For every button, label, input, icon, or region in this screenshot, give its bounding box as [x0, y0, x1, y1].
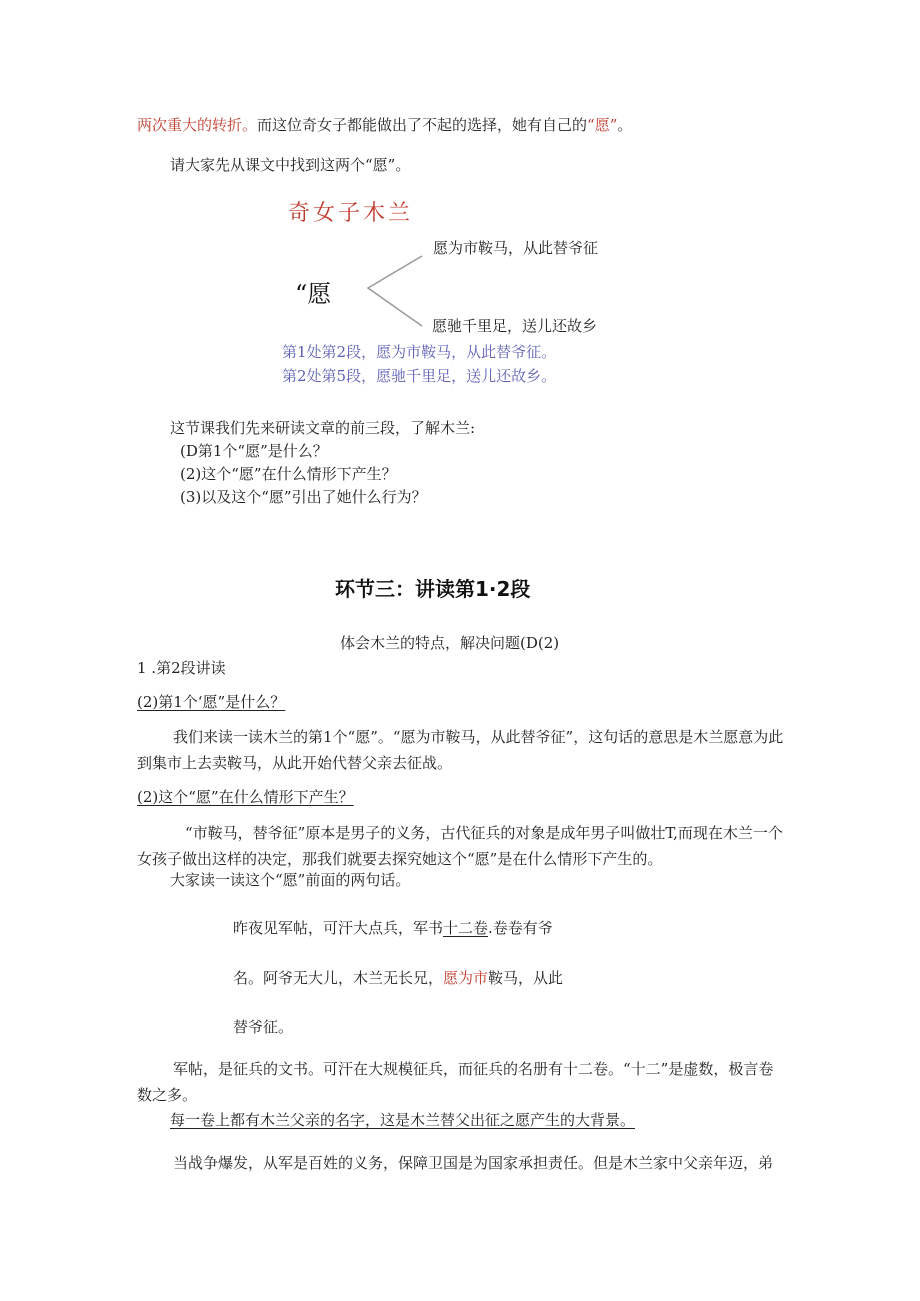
question-3: (3)以及这个“愿”引出了她什么行为？: [180, 488, 427, 506]
paragraph-6: 当战争爆发，从军是百姓的义务，保障卫国是为国家承担责任。但是木兰家中父亲年迈，弟: [173, 1154, 774, 1172]
question-2: (2)这个“愿”在什么情形下产生？: [180, 465, 397, 483]
question-a: (2)第1个‘愿”是什么？: [137, 693, 286, 711]
section-item-1: 1 .第2段讲读: [137, 659, 226, 677]
intro-line-1: [137, 115, 632, 135]
poem-line-1: [233, 918, 553, 938]
diagram-title: 奇女子木兰: [288, 201, 414, 226]
questions-lead: 这节课我们先来研读文章的前三段，了解木兰:: [170, 419, 476, 437]
question-1: (D第1个“愿”是什么？: [180, 442, 328, 460]
paragraph-3: 大家读一读这个“愿”前面的两句话。: [170, 871, 411, 889]
paragraph-1: 我们来读一读木兰的第1个“愿”。“愿为市鞍马，从此替爷征”，这句话的意思是木兰愿意为此到集市上去卖鞍马，从此开始代替父亲去征战。: [137, 728, 784, 772]
branch-lines-icon: [362, 248, 426, 328]
intro-quote: “愿”: [587, 116, 618, 134]
intro-end: 。: [617, 116, 633, 134]
section-title: 环节三：讲读第1·2段: [335, 577, 531, 601]
intro-red-text: 两次重大的转折。: [137, 116, 258, 134]
diagram-center: “愿: [295, 280, 332, 308]
intro-text: 而这位奇女子都能做出了不起的选择，她有自己的: [257, 116, 588, 134]
paragraph-2: “市鞍马，替爷征”原本是男子的义务，古代征兵的对象是成年男子叫做壮T,而现在木兰一个女孩子做出这样的决定，那我们就要去探究她这个“愿”是在什么情形下产生的。: [137, 824, 783, 868]
diagram-branch-bottom: 愿驰千里足，送儿还故乡: [432, 317, 598, 335]
paragraph-4: 军帖，是征兵的文书。可汗在大规模征兵，而征兵的名册有十二卷。“十二”是虚数，极言卷数之多。: [137, 1060, 774, 1104]
diagram-branch-top: 愿为市鞍马，从此替爷征: [433, 239, 599, 257]
poem-red: 愿为市: [443, 969, 489, 987]
section-subtitle: 体会木兰的特点，解决问题(D(2): [340, 634, 560, 652]
poem-line-1-a: 昨夜见军帖，可汗大点兵，军书: [233, 919, 444, 937]
diagram-note-1: 第1处第2段，愿为市鞍马，从此替爷征。: [282, 343, 557, 361]
poem-line-2: [233, 968, 563, 988]
poem-line-1-b: .卷卷有爷: [488, 919, 553, 937]
poem-line-2-a: 名。阿爷无大儿，木兰无长兄，: [233, 969, 444, 987]
diagram-note-2: 第2处第5段，愿驰千里足，送儿还故乡。: [282, 367, 557, 385]
intro-line-2: 请大家先从课文中找到这两个“愿”。: [170, 156, 411, 174]
paragraph-5: 每一卷上都有木兰父亲的名字，这是木兰替父出征之愿产生的大背景。: [170, 1111, 636, 1129]
poem-line-3: 替爷征。: [233, 1018, 294, 1036]
question-b: (2)这个“愿”在什么情形下产生？: [137, 788, 354, 806]
poem-line-2-b: 鞍马，从此: [488, 969, 564, 987]
poem-underlined: 十二卷: [443, 919, 489, 937]
